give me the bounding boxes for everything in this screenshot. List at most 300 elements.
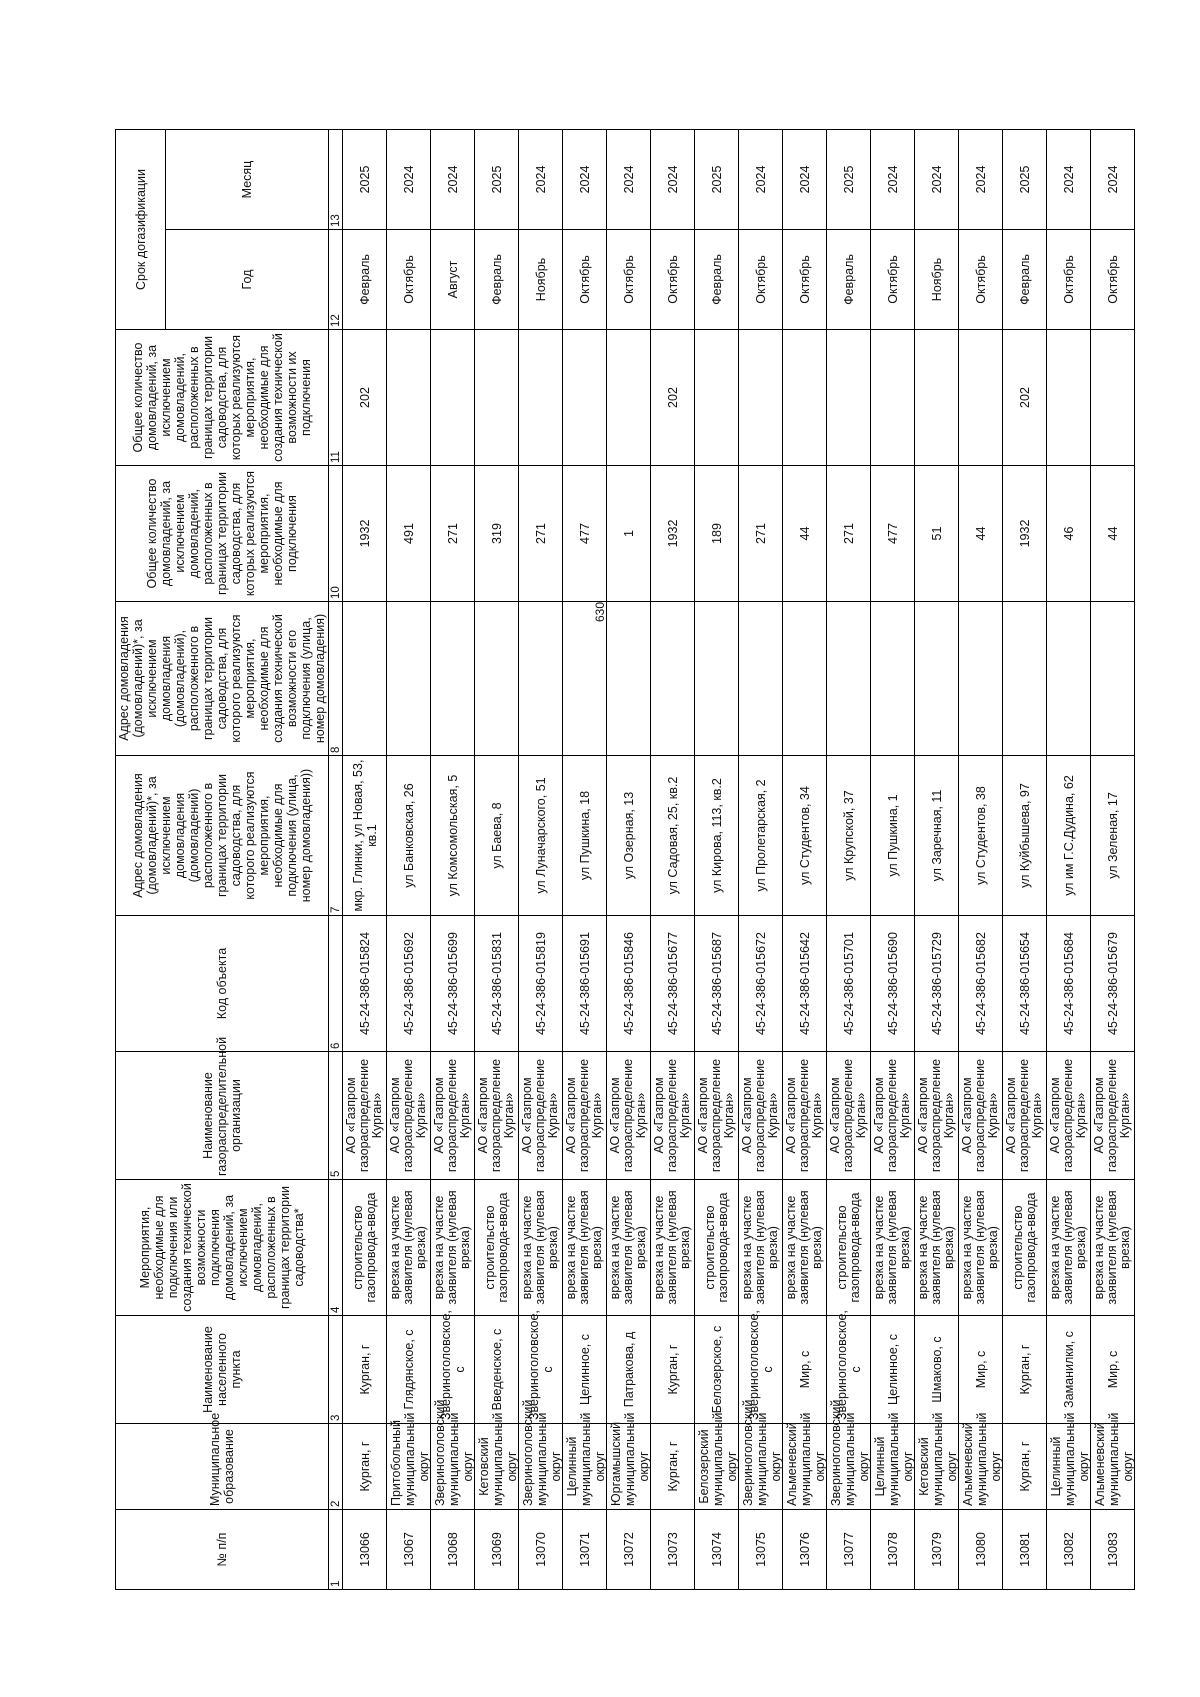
event-cell: [783, 1180, 827, 1316]
table-row: [343, 129, 387, 1589]
table-row: [739, 129, 783, 1589]
address-connection-cell: [827, 756, 871, 916]
object-code: 45-24-386-015679: [1105, 932, 1120, 1035]
event: врезка на участке заявителя (нулевая врезка): [564, 1190, 604, 1305]
total-connection: 271: [753, 523, 768, 544]
column-number: 5: [329, 1052, 343, 1180]
total-connection: 189: [709, 523, 724, 544]
gas-distribution-org-cell: [563, 1052, 607, 1180]
address-connection: ул Зеленая, 17: [1105, 792, 1120, 879]
deadline-year-cell: [1091, 230, 1135, 330]
object-code: 45-24-386-015690: [885, 932, 900, 1035]
total-technical-cell: [343, 330, 387, 466]
event: врезка на участке заявителя (нулевая врезка): [608, 1190, 648, 1305]
address-connection: ул Комсомольская, 5: [445, 774, 460, 897]
deadline-year-cell: [1003, 230, 1047, 330]
row-number-cell: [1091, 1510, 1135, 1590]
row-number: 13072: [621, 1532, 636, 1567]
row-number-cell: [475, 1510, 519, 1590]
gas-distribution-org: АО «Газпром газораспределение Курган»: [1048, 1058, 1088, 1173]
settlement: Звериноголовское, с: [746, 1310, 775, 1420]
municipality-cell: [1003, 1424, 1047, 1510]
event-cell: [1091, 1180, 1135, 1316]
municipality: Притобольный муниципальный округ: [388, 1412, 431, 1506]
row-number: 13066: [357, 1532, 372, 1567]
object-code: 45-24-386-015672: [753, 932, 768, 1035]
deadline-month-cell: [607, 129, 651, 229]
gas-distribution-org-cell: [651, 1052, 695, 1180]
settlement: Мир, с: [797, 1350, 812, 1389]
event-cell: [1003, 1180, 1047, 1316]
settlement: Целинное, с: [885, 1334, 900, 1405]
object-code: 45-24-386-015691: [577, 932, 592, 1035]
settlement-cell: [1091, 1316, 1135, 1424]
municipality: Звериноголовский муниципальный округ: [740, 1399, 783, 1506]
settlement: Звериноголовское, с: [438, 1310, 467, 1420]
total-connection-cell: [651, 466, 695, 602]
object-code: 45-24-386-015824: [357, 932, 372, 1035]
column-number: 11: [329, 330, 343, 466]
object-code-cell: [431, 916, 475, 1052]
deadline-year: Февраль: [841, 254, 856, 305]
municipality-cell: [783, 1412, 827, 1510]
object-code: 45-24-386-015831: [489, 932, 504, 1035]
row-number: 13082: [1061, 1532, 1076, 1567]
settlement-cell: [1003, 1316, 1047, 1424]
total-technical-cell: [1047, 330, 1091, 466]
event-cell: [475, 1180, 519, 1316]
deadline-year-cell: [607, 230, 651, 330]
object-code-cell: [827, 916, 871, 1052]
gas-distribution-org: АО «Газпром газораспределение Курган»: [652, 1058, 692, 1173]
gas-distribution-org: АО «Газпром газораспределение Курган»: [520, 1058, 560, 1173]
address-connection: ул Пролетарская, 2: [753, 779, 768, 892]
deadline-month: 2025: [1017, 165, 1032, 194]
municipality-cell: [607, 1412, 651, 1510]
total-connection: 477: [577, 523, 592, 544]
address-connection-cell: [739, 756, 783, 916]
col-header-5: Наименование газораспределительной организации: [116, 1052, 329, 1180]
deadline-year: Октябрь: [973, 255, 988, 304]
total-technical-cell: [607, 330, 651, 466]
deadline-month: 2025: [357, 165, 372, 194]
table-row: [563, 129, 607, 1589]
row-number-cell: [959, 1510, 1003, 1590]
address-connection: ул Банковская, 26: [401, 783, 416, 888]
address-connection-cell: [1003, 756, 1047, 916]
row-number: 13068: [445, 1532, 460, 1567]
col-header-12: Год: [166, 230, 329, 330]
address-technical-cell: [607, 602, 651, 756]
address-connection-cell: [343, 756, 387, 916]
address-connection: ул Луначарского, 51: [533, 777, 548, 894]
deadline-year: Октябрь: [797, 255, 812, 304]
municipality-cell: [1091, 1412, 1135, 1510]
settlement: Мир, с: [973, 1350, 988, 1389]
total-connection: 51: [929, 526, 944, 541]
total-technical: 202: [665, 387, 680, 408]
address-technical-cell: [871, 602, 915, 756]
col-header-2: Муниципальное образование: [116, 1424, 329, 1510]
object-code-cell: [387, 916, 431, 1052]
event: врезка на участке заявителя (нулевая врезка): [432, 1190, 472, 1305]
object-code-cell: [739, 916, 783, 1052]
gas-distribution-org: АО «Газпром газораспределение Курган»: [388, 1058, 428, 1173]
object-code-cell: [343, 916, 387, 1052]
total-connection-cell: [1003, 466, 1047, 602]
gas-distribution-org-cell: [783, 1052, 827, 1180]
row-number-cell: [651, 1510, 695, 1590]
object-code: 45-24-386-015846: [621, 932, 636, 1035]
column-number: 7: [329, 756, 343, 916]
municipality: Альменевский муниципальный округ: [784, 1412, 827, 1506]
total-technical-cell: [475, 330, 519, 466]
total-technical: 202: [357, 387, 372, 408]
deadline-month-cell: [871, 129, 915, 229]
object-code: 45-24-386-015699: [445, 932, 460, 1035]
object-code-cell: [519, 916, 563, 1052]
row-number: 13067: [401, 1532, 416, 1567]
column-number: 4: [329, 1180, 343, 1316]
total-connection-cell: [563, 466, 607, 602]
settlement-cell: [343, 1316, 387, 1424]
municipality: Целинный муниципальный округ: [1048, 1412, 1091, 1506]
event-cell: [959, 1180, 1003, 1316]
event: врезка на участке заявителя (нулевая врезка): [916, 1190, 956, 1305]
deadline-year: Октябрь: [577, 255, 592, 304]
row-number: 13075: [753, 1532, 768, 1567]
table-row: [1047, 129, 1091, 1589]
address-connection-cell: [475, 756, 519, 916]
gas-distribution-org: АО «Газпром газораспределение Курган»: [740, 1058, 780, 1173]
row-number: 13073: [665, 1532, 680, 1567]
municipality: Альменевский муниципальный округ: [960, 1412, 1003, 1506]
event: врезка на участке заявителя (нулевая врезка): [520, 1190, 560, 1305]
address-connection-cell: [387, 756, 431, 916]
gas-distribution-org-cell: [475, 1052, 519, 1180]
deadline-year: Февраль: [357, 254, 372, 305]
address-connection: мкр. Глинки, ул Новая, 53, кв.1: [350, 759, 379, 912]
row-number-cell: [431, 1510, 475, 1590]
address-technical-cell: [695, 602, 739, 756]
column-number: 6: [329, 916, 343, 1052]
event-cell: [563, 1180, 607, 1316]
address-connection-cell: [695, 756, 739, 916]
column-number: 12: [329, 230, 343, 330]
event-cell: [343, 1180, 387, 1316]
deadline-month-cell: [1003, 129, 1047, 229]
row-number: 13076: [797, 1532, 812, 1567]
deadline-year-cell: [695, 230, 739, 330]
table-row: [387, 129, 431, 1589]
event-cell: [739, 1180, 783, 1316]
object-code: 45-24-386-015677: [665, 932, 680, 1035]
municipality: Целинный муниципальный округ: [872, 1412, 915, 1506]
deadline-month: 2024: [621, 165, 636, 194]
gas-distribution-org: АО «Газпром газораспределение Курган»: [608, 1058, 648, 1173]
table-row: [607, 129, 651, 1589]
settlement-cell: [783, 1316, 827, 1424]
address-connection-cell: [959, 756, 1003, 916]
address-connection-cell: [651, 756, 695, 916]
total-connection: 44: [973, 526, 988, 541]
total-connection-cell: [431, 466, 475, 602]
total-technical-cell: [739, 330, 783, 466]
settlement: Курган, г: [357, 1344, 372, 1395]
municipality-cell: [651, 1424, 695, 1510]
address-technical-cell: [343, 602, 387, 756]
object-code-cell: [1003, 916, 1047, 1052]
gas-distribution-org: АО «Газпром газораспределение Курган»: [1092, 1058, 1132, 1173]
table-row: [475, 129, 519, 1589]
deadline-month-cell: [783, 129, 827, 229]
row-number-cell: [343, 1510, 387, 1590]
settlement: Курган, г: [1017, 1344, 1032, 1395]
deadline-month-cell: [915, 129, 959, 229]
event: врезка на участке заявителя (нулевая врезка): [872, 1190, 912, 1305]
address-technical-cell: [1091, 602, 1135, 756]
col-header-11: Общее количество домовладений, за исключением домовладений, расположенных в границах территории садоводства, для которых реализуются мероприятия, необходимые для создания технической возможности их подключения: [116, 330, 329, 466]
total-connection-cell: [871, 466, 915, 602]
total-connection-cell: [343, 466, 387, 602]
municipality: Звериноголовский муниципальный округ: [828, 1399, 871, 1506]
total-connection: 1932: [665, 519, 680, 548]
municipality: Альменевский муниципальный округ: [1092, 1412, 1135, 1506]
gas-distribution-org: АО «Газпром газораспределение Курган»: [916, 1058, 956, 1173]
address-connection: ул Пушкина, 1: [885, 794, 900, 877]
row-number: 13083: [1105, 1532, 1120, 1567]
address-connection-cell: [1047, 756, 1091, 916]
gas-distribution-org-cell: [1091, 1052, 1135, 1180]
object-code: 45-24-386-015819: [533, 932, 548, 1035]
table-row: [783, 129, 827, 1589]
row-number-cell: [1047, 1510, 1091, 1590]
deadline-year-cell: [783, 230, 827, 330]
address-connection: ул Крупской, 37: [841, 790, 856, 881]
deadline-month: 2025: [709, 165, 724, 194]
municipality-cell: [739, 1399, 783, 1510]
row-number-cell: [1003, 1510, 1047, 1590]
address-connection: ул Баева, 8: [489, 802, 504, 869]
deadline-year-cell: [915, 230, 959, 330]
address-connection: ул Студентов, 38: [973, 786, 988, 885]
total-connection-cell: [475, 466, 519, 602]
deadline-month: 2024: [885, 165, 900, 194]
event-cell: [1047, 1180, 1091, 1316]
settlement-cell: [387, 1316, 431, 1424]
municipality: Юргамышский муниципальный округ: [608, 1412, 651, 1506]
deadline-year: Октябрь: [621, 255, 636, 304]
deadline-month-cell: [739, 129, 783, 229]
column-number: 8: [329, 602, 343, 756]
table-row: [431, 129, 475, 1589]
object-code: 45-24-386-015692: [401, 932, 416, 1035]
deadline-year: Ноябрь: [929, 257, 944, 302]
address-connection-cell: [915, 756, 959, 916]
col-header-13: Месяц: [166, 129, 329, 229]
address-technical-cell: [1003, 602, 1047, 756]
total-connection: 271: [445, 523, 460, 544]
deadline-month: 2024: [1105, 165, 1120, 194]
settlement: Шмаково, с: [929, 1336, 944, 1403]
event-cell: [519, 1180, 563, 1316]
deadline-month-cell: [1047, 129, 1091, 229]
deadline-year: Октябрь: [1105, 255, 1120, 304]
object-code-cell: [783, 916, 827, 1052]
event: врезка на участке заявителя (нулевая врезка): [1092, 1190, 1132, 1305]
gas-distribution-org-cell: [431, 1052, 475, 1180]
row-number: 13081: [1017, 1532, 1032, 1567]
settlement: Курган, г: [665, 1344, 680, 1395]
total-technical-cell: [871, 330, 915, 466]
deadline-year: Ноябрь: [533, 257, 548, 302]
address-technical-cell: [915, 602, 959, 756]
settlement: Целинное, с: [577, 1334, 592, 1405]
deadline-year-cell: [651, 230, 695, 330]
settlement-cell: [871, 1316, 915, 1424]
total-connection: 491: [401, 523, 416, 544]
row-number-cell: [739, 1510, 783, 1590]
total-technical-cell: [695, 330, 739, 466]
address-technical-cell: [739, 602, 783, 756]
row-number: 13074: [709, 1532, 724, 1567]
deadline-month-cell: [431, 129, 475, 229]
settlement: Заманилки, с: [1061, 1331, 1076, 1408]
object-code-cell: [1047, 916, 1091, 1052]
total-technical-cell: [783, 330, 827, 466]
address-connection: ул Озерная, 13: [621, 791, 636, 880]
settlement-cell: [959, 1316, 1003, 1424]
deadline-year: Октябрь: [885, 255, 900, 304]
row-number-cell: [519, 1510, 563, 1590]
row-number: 13071: [577, 1532, 592, 1567]
settlement: Глядянское, с: [401, 1329, 416, 1410]
total-connection-cell: [739, 466, 783, 602]
municipality-cell: [827, 1399, 871, 1510]
municipality-cell: [343, 1424, 387, 1510]
object-code: 45-24-386-015682: [973, 932, 988, 1035]
address-connection: ул Садовая, 25, кв.2: [665, 776, 680, 895]
municipality-cell: [959, 1412, 1003, 1510]
table-row: [695, 129, 739, 1589]
total-connection: 319: [489, 523, 504, 544]
deadline-year: Октябрь: [1061, 255, 1076, 304]
object-code: 45-24-386-015687: [709, 932, 724, 1035]
table-row: [959, 129, 1003, 1589]
address-connection-cell: [563, 756, 607, 916]
address-technical-cell: [563, 602, 607, 756]
address-connection-cell: [607, 756, 651, 916]
table-row: [1003, 129, 1047, 1589]
deadline-year-cell: [959, 230, 1003, 330]
deadline-month: 2024: [797, 165, 812, 194]
event-cell: [431, 1180, 475, 1316]
row-number-cell: [871, 1510, 915, 1590]
gas-distribution-org: АО «Газпром газораспределение Курган»: [784, 1058, 824, 1173]
deadline-month: 2024: [929, 165, 944, 194]
municipality: Кетовский муниципальный округ: [476, 1412, 519, 1506]
municipality: Кетовский муниципальный округ: [916, 1412, 959, 1506]
total-technical: 202: [1017, 387, 1032, 408]
deadline-year-cell: [519, 230, 563, 330]
event: врезка на участке заявителя (нулевая врезка): [740, 1190, 780, 1305]
municipality: Звериноголовский муниципальный округ: [432, 1399, 475, 1506]
address-technical-cell: [651, 602, 695, 756]
row-number-cell: [783, 1510, 827, 1590]
deadline-year-cell: [343, 230, 387, 330]
total-connection-cell: [827, 466, 871, 602]
total-connection: 271: [533, 523, 548, 544]
rotated-table-wrapper: [115, 130, 1135, 1590]
object-code: 45-24-386-015684: [1061, 932, 1076, 1035]
event: строительство газопровода-ввода: [834, 1192, 862, 1303]
row-number: 13069: [489, 1532, 504, 1567]
object-code-cell: [1091, 916, 1135, 1052]
event-cell: [915, 1180, 959, 1316]
deadline-month-cell: [563, 129, 607, 229]
deadline-year-cell: [739, 230, 783, 330]
table-row: [827, 129, 871, 1589]
municipality: Курган, г: [1017, 1441, 1032, 1492]
total-connection-cell: [607, 466, 651, 602]
address-connection-cell: [871, 756, 915, 916]
total-connection: 46: [1061, 526, 1076, 541]
event: врезка на участке заявителя (нулевая врезка): [1048, 1190, 1088, 1305]
address-technical-cell: [475, 602, 519, 756]
col-header-deadline-group: Срок догазификации: [116, 129, 166, 329]
address-connection: ул Студентов, 34: [797, 786, 812, 885]
total-technical-cell: [651, 330, 695, 466]
object-code-cell: [563, 916, 607, 1052]
total-connection-cell: [1047, 466, 1091, 602]
total-connection: 477: [885, 523, 900, 544]
object-code-cell: [915, 916, 959, 1052]
total-technical-cell: [1091, 330, 1135, 466]
column-number-row: [329, 129, 343, 1589]
municipality-cell: [871, 1412, 915, 1510]
event-cell: [387, 1180, 431, 1316]
col-header-10: Общее количество домовладений, за исключением домовладений, расположенных в границах территории садоводства, для которых реализуются мероприятия, необходимые для подключения: [116, 466, 329, 602]
deadline-month-cell: [519, 129, 563, 229]
gas-distribution-org-cell: [915, 1052, 959, 1180]
row-number-cell: [827, 1510, 871, 1590]
total-connection-cell: [387, 466, 431, 602]
col-header-7: Адрес домовладения (домовладений)*, за исключением домовладения (домовладений) расположенного в границах территории садоводства, для которого реализуются мероприятия, необходимые для подключения (улица, номер домовладения)): [116, 756, 329, 916]
event: врезка на участке заявителя (нулевая врезка): [388, 1190, 428, 1305]
table-row: [651, 129, 695, 1589]
total-connection: 1932: [357, 519, 372, 548]
column-number: 1: [329, 1510, 343, 1590]
deadline-year-cell: [431, 230, 475, 330]
object-code-cell: [871, 916, 915, 1052]
settlement-cell: [695, 1316, 739, 1424]
gas-distribution-org-cell: [387, 1052, 431, 1180]
settlement-cell: [607, 1316, 651, 1424]
total-technical-cell: [563, 330, 607, 466]
event-cell: [695, 1180, 739, 1316]
row-number: 13080: [973, 1532, 988, 1567]
settlement-cell: [651, 1316, 695, 1424]
municipality-cell: [475, 1412, 519, 1510]
total-connection-cell: [959, 466, 1003, 602]
gas-distribution-org: АО «Газпром газораспределение Курган»: [344, 1058, 384, 1173]
gas-distribution-org-cell: [739, 1052, 783, 1180]
total-connection: 1932: [1017, 519, 1032, 548]
gas-distribution-org-cell: [519, 1052, 563, 1180]
total-technical-cell: [387, 330, 431, 466]
deadline-year: Февраль: [489, 254, 504, 305]
object-code-cell: [959, 916, 1003, 1052]
